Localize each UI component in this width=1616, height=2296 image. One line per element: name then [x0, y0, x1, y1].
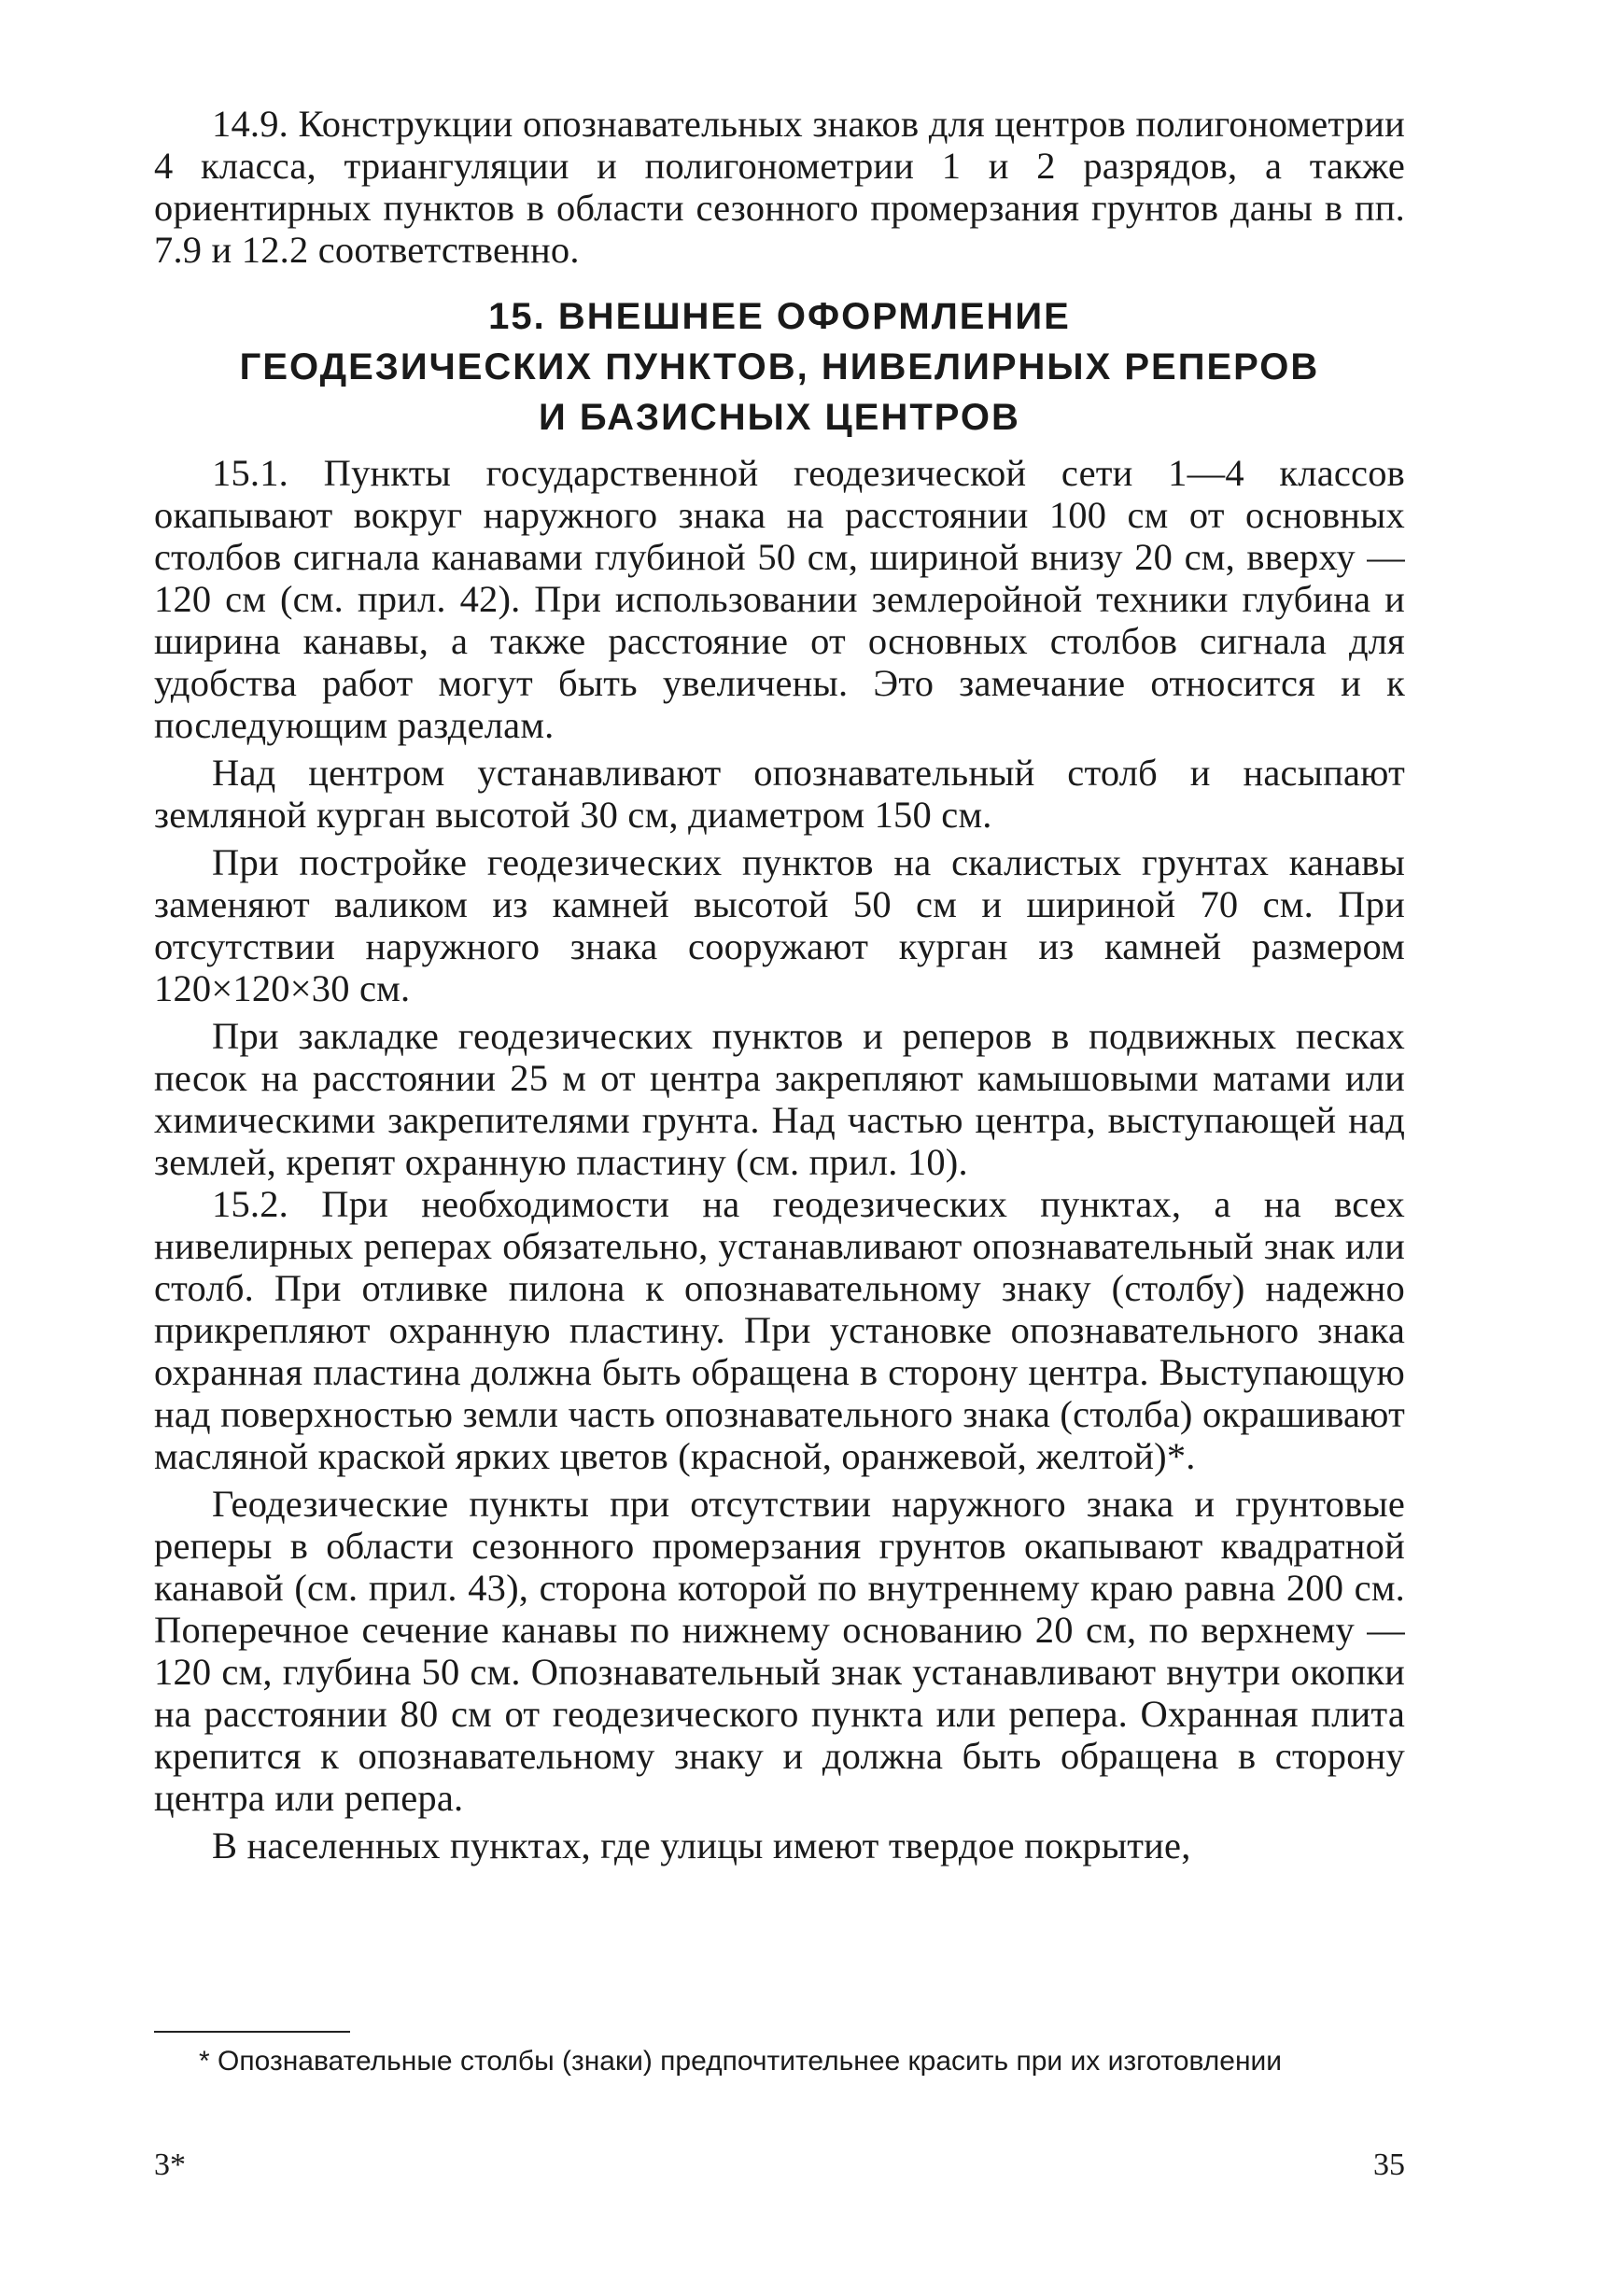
footnote: * Опознавательные столбы (знаки) предпочтительнее красить при их изготовлении	[199, 2046, 1283, 2077]
paragraph-rocky-ground: При постройке геодезических пунктов на скалистых грунтах канавы заменяют валиком из камней высотой 50 см и шириной 70 см. При отсутствии наружного знака сооружают курган из камней размером 120×120×30 см.	[154, 841, 1405, 1009]
section-heading	[154, 291, 1405, 443]
paragraph-square-ditch: Геодезические пункты при отсутствии наружного знака и грунтовые реперы в области сезонного промерзания грунтов окапывают квадратной канавой (см. прил. 43), сторона которой по внутреннему краю равна 200 см. Поперечное сечение канавы по нижнему основанию 20 см, по верхнему — 120 см, глубина 50 см. Опознавательный знак устанавливают внутри окопки на расстоянии 80 см от геодезического пункта или репера. Охранная плита крепится к опознавательному знаку и должна быть обращена в сторону центра или репера.	[154, 1483, 1405, 1819]
paragraph-15-1: 15.1. Пункты государственной геодезической сети 1—4 классов окапывают вокруг наружного знака на расстоянии 100 см от основных столбов сигнала канавами глубиной 50 см, шириной внизу 20 см, вверху — 120 см (см. прил. 42). При использовании землеройной техники глубина и ширина канавы, а также расстояние от основных столбов сигнала для удобства работ могут быть увеличены. Это замечание относится и к последующим разделам.	[154, 452, 1405, 746]
paragraph-14-9: 14.9. Конструкции опознавательных знаков для центров полигонометрии 4 класса, триангуляции и полигонометрии 1 и 2 разрядов, а также ориентирных пунктов в области сезонного промерзания грунтов даны в пп. 7.9 и 12.2 соответственно.	[154, 103, 1405, 271]
footnote-divider	[154, 2031, 350, 2033]
page-number: 35	[1373, 2148, 1405, 2182]
section-heading-line-1: 15. ВНЕШНЕЕ ОФОРМЛЕНИЕ	[488, 296, 1071, 337]
paragraph-settlements: В населенных пунктах, где улицы имеют твердое покрытие,	[212, 1824, 1191, 1866]
section-heading-line-3: И БАЗИСНЫХ ЦЕНТРОВ	[539, 397, 1020, 438]
signature-mark: 3*	[154, 2148, 186, 2182]
page-body	[154, 103, 1405, 1866]
section-heading-line-2: ГЕОДЕЗИЧЕСКИХ ПУНКТОВ, НИВЕЛИРНЫХ РЕПЕРОВ	[239, 346, 1320, 387]
paragraph-moving-sands: При закладке геодезических пунктов и реперов в подвижных песках песок на расстоянии 25 м от центра закрепляют камышовыми матами или химическими закрепителями грунта. Над частью центра, выступающей над землей, крепят охранную пластину (см. прил. 10).	[154, 1015, 1405, 1183]
paragraph-mound: Над центром устанавливают опознавательный столб и насыпают земляной курган высотой 30 см, диаметром 150 см.	[154, 752, 1405, 836]
paragraph-15-2: 15.2. При необходимости на геодезических пунктах, а на всех нивелирных реперах обязательно, устанавливают опознавательный знак или столб. При отливке пилона к опознавательному знаку (столбу) надежно прикрепляют охранную пластину. При установке опознавательного знака охранная пластина должна быть обращена в сторону центра. Выступающую над поверхностью земли часть опознавательного знака (столба) окрашивают масляной краской ярких цветов (красной, оранжевой, желтой)*.	[154, 1183, 1405, 1477]
